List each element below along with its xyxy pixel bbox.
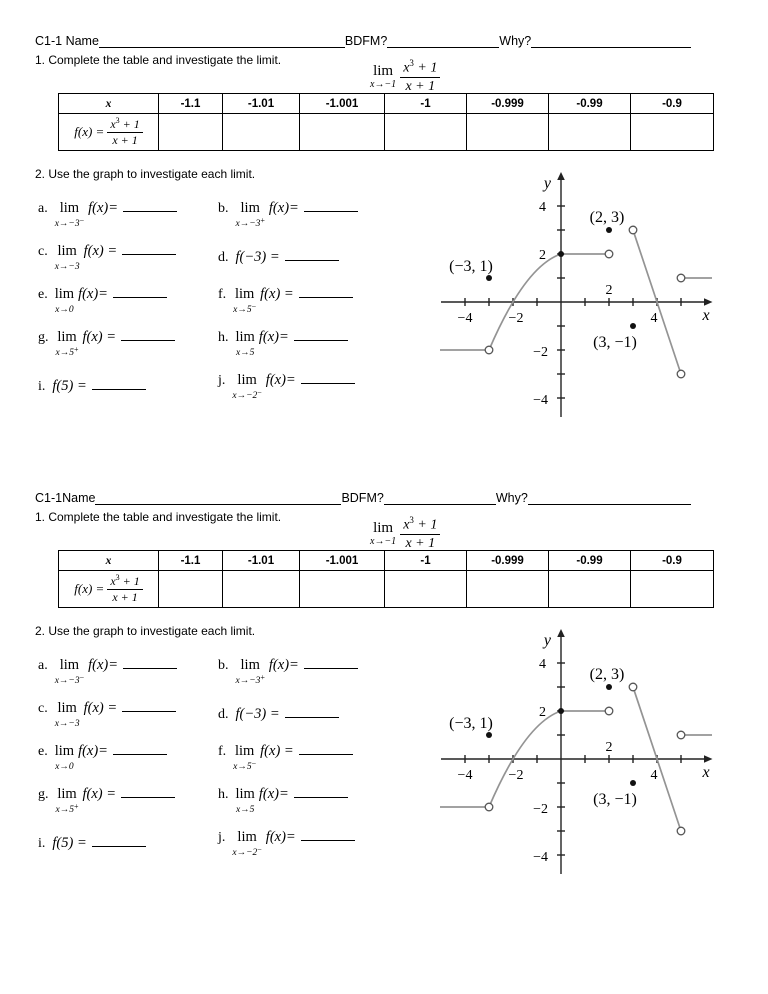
limit-item-j: j. lim x→−2− f(x)= xyxy=(218,366,438,401)
limit-item-c: c. lim x→−3 f(x) = xyxy=(38,694,218,729)
answer-blank xyxy=(301,823,355,841)
limit-item-g: g. lim x→5+ f(x) = xyxy=(38,323,218,358)
y-tick-label-2: 2 xyxy=(539,705,546,720)
table-cell-empty xyxy=(223,571,300,608)
question-1-instruction: 1. Complete the table and investigate the limit. xyxy=(35,53,282,67)
fraction: $\frac{x^3 + 1}{x + 1}$ xyxy=(400,59,440,94)
answer-blank xyxy=(92,829,146,847)
x-axis-arrow xyxy=(704,298,713,306)
why-label: Why? xyxy=(495,491,528,505)
y-axis-label: y xyxy=(543,632,551,649)
x-tick-label-m2: −2 xyxy=(508,311,524,326)
table-header: -0.999 xyxy=(467,94,549,114)
y-axis-arrow xyxy=(557,629,565,637)
table-cell-empty xyxy=(300,571,385,608)
question-2-instruction: 2. Use the graph to investigate each limit. xyxy=(35,624,256,638)
limit-item-i: i. f(5) = xyxy=(38,829,218,852)
x-axis-arrow xyxy=(704,755,713,763)
answer-blank xyxy=(299,280,353,298)
point-label-m3-1: (−3, 1) xyxy=(449,258,493,275)
lim-subscript: x→−1 xyxy=(370,535,397,547)
table-header: -1 xyxy=(385,551,467,571)
answer-blank xyxy=(123,651,177,669)
answer-blank xyxy=(304,194,358,212)
answer-blank xyxy=(113,280,167,298)
header-line xyxy=(35,34,691,49)
point-label-2-3: (2, 3) xyxy=(589,666,625,683)
answer-blank xyxy=(294,323,348,341)
limit-item-f: f. lim x→5− f(x) = xyxy=(218,280,438,315)
table-cell-empty xyxy=(467,571,549,608)
y-tick-label-2: 2 xyxy=(539,248,546,263)
answer-blank xyxy=(294,780,348,798)
limit-expression xyxy=(370,516,440,551)
limit-item-e: e. lim x→0 f(x)= xyxy=(38,280,218,315)
table-header: -1 xyxy=(385,94,467,114)
point-label-m3-1: (−3, 1) xyxy=(449,715,493,732)
limit-item-b: b. lim x→−3+ f(x)= xyxy=(218,194,438,229)
table-cell-empty xyxy=(159,114,223,151)
bdfm-blank xyxy=(387,43,499,48)
y-tick-label-m4: −4 xyxy=(533,393,548,408)
lim-word: lim xyxy=(373,519,394,536)
table-header: -1.1 xyxy=(159,551,223,571)
x-axis-label: x xyxy=(702,307,710,324)
limit-item-d: d. f(−3) = xyxy=(218,700,438,723)
why-blank xyxy=(528,500,691,505)
bdfm-label: BDFM? xyxy=(341,491,384,505)
y-tick-label-m2: −2 xyxy=(533,345,548,360)
limit-item-e: e. lim x→0 f(x)= xyxy=(38,737,218,772)
table-cell-empty xyxy=(467,114,549,151)
y-tick-label-m4: −4 xyxy=(533,850,548,865)
table-cell-empty xyxy=(549,114,631,151)
table-header: -1.1 xyxy=(159,94,223,114)
question-2-instruction: 2. Use the graph to investigate each limit. xyxy=(35,167,256,181)
table-cell-empty xyxy=(385,114,467,151)
x-tick-label-2: 2 xyxy=(605,283,613,298)
limit-items xyxy=(38,647,438,862)
limit-table xyxy=(58,550,714,608)
table-header: -0.9 xyxy=(631,94,714,114)
answer-blank xyxy=(113,737,167,755)
answer-blank xyxy=(285,700,339,718)
name-blank xyxy=(95,500,341,505)
name-blank xyxy=(99,43,345,48)
limit-item-j: j. lim x→−2− f(x)= xyxy=(218,823,438,858)
bdfm-label: BDFM? xyxy=(344,34,388,48)
answer-blank xyxy=(122,237,176,255)
y-axis-label: y xyxy=(543,175,551,192)
answer-blank xyxy=(299,737,353,755)
table-header: -1.01 xyxy=(223,551,300,571)
table-row-label: f(x) = $\frac{x^3 + 1}{x + 1}$ xyxy=(59,571,159,608)
limit-item-f: f. lim x→5− f(x) = xyxy=(218,737,438,772)
table-cell-empty xyxy=(631,114,714,151)
why-label: Why? xyxy=(499,34,532,48)
table-header: -0.99 xyxy=(549,551,631,571)
y-tick-label-m2: −2 xyxy=(533,802,548,817)
limit-items xyxy=(38,190,438,405)
table-header: -0.9 xyxy=(631,551,714,571)
table-header-x: x xyxy=(59,551,159,571)
x-tick-label-m4: −4 xyxy=(457,311,473,326)
table-header: -0.999 xyxy=(467,551,549,571)
answer-blank xyxy=(121,323,175,341)
limit-item-a: a. lim x→−3− f(x)= xyxy=(38,651,218,686)
course-name-label: C1-1 Name xyxy=(35,34,99,48)
limit-item-a: a. lim x→−3− f(x)= xyxy=(38,194,218,229)
limit-item-b: b. lim x→−3+ f(x)= xyxy=(218,651,438,686)
worksheet-copy-1 xyxy=(0,30,768,487)
x-tick-label-m4: −4 xyxy=(457,768,473,783)
piecewise-function-graph xyxy=(429,170,717,422)
lim-word: lim xyxy=(373,62,394,79)
limit-item-g: g. lim x→5+ f(x) = xyxy=(38,780,218,815)
question-1-instruction: 1. Complete the table and investigate the limit. xyxy=(35,510,282,524)
header-line xyxy=(35,491,691,506)
x-tick-label-4: 4 xyxy=(650,768,658,783)
x-tick-label-4: 4 xyxy=(650,311,658,326)
table-cell-empty xyxy=(300,114,385,151)
table-header: -1.001 xyxy=(300,551,385,571)
answer-blank xyxy=(92,372,146,390)
limit-expression xyxy=(370,59,440,94)
table-cell-empty xyxy=(385,571,467,608)
point-label-3-m1: (3, −1) xyxy=(593,791,637,808)
answer-blank xyxy=(304,651,358,669)
table-header: -1.01 xyxy=(223,94,300,114)
lim-subscript: x→−1 xyxy=(370,78,397,90)
worksheet-copy-2 xyxy=(0,487,768,944)
piecewise-function-graph xyxy=(429,627,717,879)
x-tick-label-2: 2 xyxy=(605,740,613,755)
limit-table xyxy=(58,93,714,151)
y-tick-label-4: 4 xyxy=(539,200,546,215)
table-header: -1.001 xyxy=(300,94,385,114)
limit-item-h: h. lim x→5 f(x)= xyxy=(218,323,438,358)
fraction: $\frac{x^3 + 1}{x + 1}$ xyxy=(400,516,440,551)
answer-blank xyxy=(301,366,355,384)
limit-item-h: h. lim x→5 f(x)= xyxy=(218,780,438,815)
why-blank xyxy=(531,43,691,48)
answer-blank xyxy=(285,243,339,261)
table-cell-empty xyxy=(223,114,300,151)
limit-item-d: d. f(−3) = xyxy=(218,243,438,266)
y-tick-label-4: 4 xyxy=(539,657,546,672)
table-cell-empty xyxy=(159,571,223,608)
y-axis-arrow xyxy=(557,172,565,180)
limit-item-i: i. f(5) = xyxy=(38,372,218,395)
table-row-label: f(x) = $\frac{x^3 + 1}{x + 1}$ xyxy=(59,114,159,151)
course-name-label: C1-1Name xyxy=(35,491,96,505)
bdfm-blank xyxy=(384,500,496,505)
table-header-x: x xyxy=(59,94,159,114)
answer-blank xyxy=(121,780,175,798)
x-tick-label-m2: −2 xyxy=(508,768,524,783)
answer-blank xyxy=(123,194,177,212)
limit-item-c: c. lim x→−3 f(x) = xyxy=(38,237,218,272)
point-label-2-3: (2, 3) xyxy=(589,209,625,226)
answer-blank xyxy=(122,694,176,712)
x-axis-label: x xyxy=(702,764,710,781)
point-label-3-m1: (3, −1) xyxy=(593,334,637,351)
table-cell-empty xyxy=(549,571,631,608)
table-cell-empty xyxy=(631,571,714,608)
table-header: -0.99 xyxy=(549,94,631,114)
